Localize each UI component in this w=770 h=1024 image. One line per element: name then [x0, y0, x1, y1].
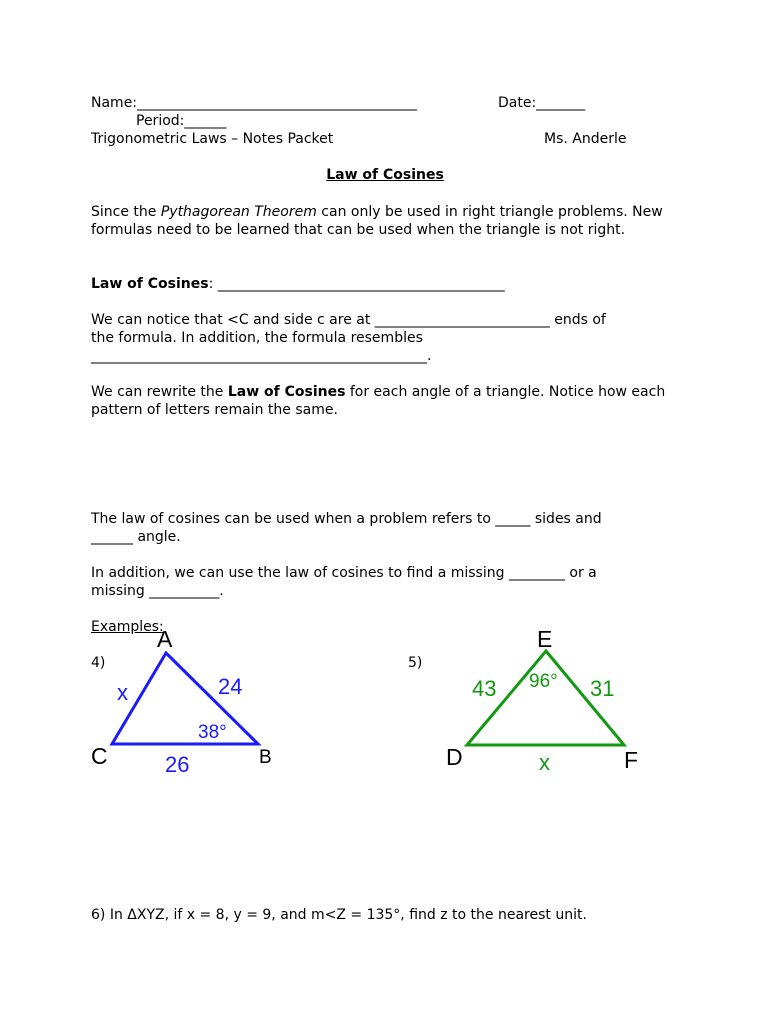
angle-38-label: 38° — [198, 722, 227, 743]
notice-line-2: the formula. In addition, the formula resembles — [91, 330, 423, 346]
notice-line-3: ________________________________________________. — [91, 348, 432, 364]
notice-line-1: We can notice that <C and side c are at _________________________ ends of — [91, 312, 606, 328]
vertex-e-label: E — [537, 626, 553, 652]
vertex-a-label: A — [157, 626, 173, 652]
date-field-label: Date:_______ — [498, 95, 586, 111]
example-5-number: 5) — [408, 655, 423, 671]
addition-line-1: In addition, we can use the law of cosines to find a missing ________ or a — [91, 565, 597, 581]
usage-line-2: ______ angle. — [91, 529, 181, 545]
page-title: Law of Cosines — [326, 167, 444, 183]
vertex-c-label: C — [91, 743, 108, 769]
law-of-cosines-label: Law of Cosines — [91, 276, 209, 292]
side-26-label: 26 — [165, 752, 190, 777]
intro-text-before: Since the — [91, 204, 161, 220]
vertex-d-label: D — [446, 744, 463, 770]
vertex-b-label: B — [259, 747, 272, 768]
addition-line-2: missing __________. — [91, 583, 224, 599]
usage-line-1: The law of cosines can be used when a problem refers to _____ sides and — [91, 511, 602, 527]
name-field-label: Name:________________________________________ — [91, 95, 418, 111]
vertex-f-label: F — [624, 747, 639, 773]
examples-label: Examples: — [91, 619, 164, 635]
side-24-label: 24 — [218, 674, 243, 699]
side-x-label: x — [117, 680, 128, 705]
example-4-triangle-diagram — [85, 625, 305, 775]
problem-6-text: 6) In ΔXYZ, if x = 8, y = 9, and m<Z = 135°, find z to the nearest unit. — [91, 907, 587, 923]
law-of-cosines-formula-line — [91, 275, 505, 293]
formula-blank: : _________________________________________ — [208, 276, 505, 292]
example-4-number: 4) — [91, 655, 106, 671]
example-5-triangle-diagram — [440, 625, 670, 775]
intro-paragraph — [91, 203, 676, 239]
rewrite-paragraph — [91, 383, 681, 419]
angle-96-label: 96° — [529, 671, 558, 692]
rewrite-text-before: We can rewrite the — [91, 384, 228, 400]
intro-text-after: can only be used in right triangle problems. New formulas need to be learned that can be used when the triangle is not right. — [91, 204, 663, 238]
teacher-name: Ms. Anderle — [544, 131, 627, 147]
period-field-label: Period:______ — [136, 113, 227, 129]
side-x-label: x — [539, 750, 550, 775]
rewrite-bold-term: Law of Cosines — [227, 384, 346, 400]
side-31-label: 31 — [590, 676, 615, 701]
packet-title: Trigonometric Laws – Notes Packet — [91, 131, 334, 147]
rewrite-text-after: for each angle of a triangle. Notice how each pattern of letters remain the same. — [91, 384, 666, 418]
side-43-label: 43 — [472, 676, 497, 701]
pythagorean-theorem-term: Pythagorean Theorem — [160, 204, 317, 220]
